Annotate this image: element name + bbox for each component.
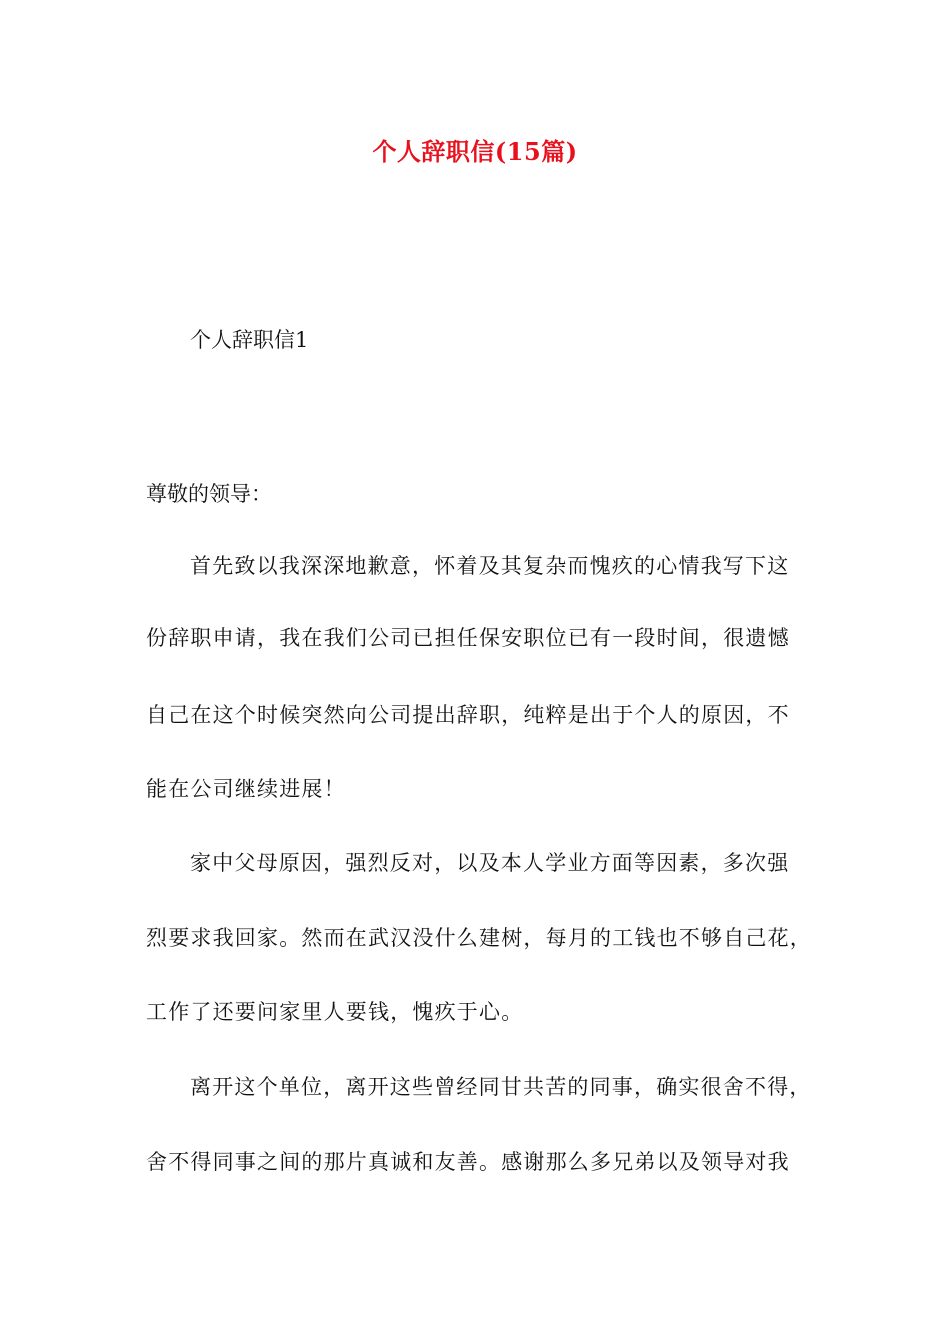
paragraph-line: 舍不得同事之间的那片真诚和友善。感谢那么多兄弟以及领导对我 bbox=[146, 1150, 790, 1174]
paragraph-line: 份辞职申请，我在我们公司已担任保安职位已有一段时间，很遗憾 bbox=[146, 626, 790, 650]
paragraph-line: 自己在这个时候突然向公司提出辞职，纯粹是出于个人的原因，不 bbox=[146, 703, 790, 727]
paragraph-line: 烈要求我回家。然而在武汉没什么建树，每月的工钱也不够自己花， bbox=[146, 926, 812, 950]
document-title: 个人辞职信(15篇) bbox=[372, 137, 578, 166]
paragraph-line: 家中父母原因，强烈反对，以及本人学业方面等因素，多次强 bbox=[190, 851, 790, 875]
salutation: 尊敬的领导： bbox=[146, 482, 272, 506]
paragraph-line: 能在公司继续进展！ bbox=[146, 777, 346, 801]
paragraph-line: 工作了还要问家里人要钱，愧疚于心。 bbox=[146, 1000, 524, 1024]
paragraph-line: 首先致以我深深地歉意，怀着及其复杂而愧疚的心情我写下这 bbox=[190, 554, 790, 578]
paragraph-line: 离开这个单位，离开这些曾经同甘共苦的同事，确实很舍不得， bbox=[190, 1075, 812, 1099]
section-heading: 个人辞职信1 bbox=[190, 328, 309, 352]
